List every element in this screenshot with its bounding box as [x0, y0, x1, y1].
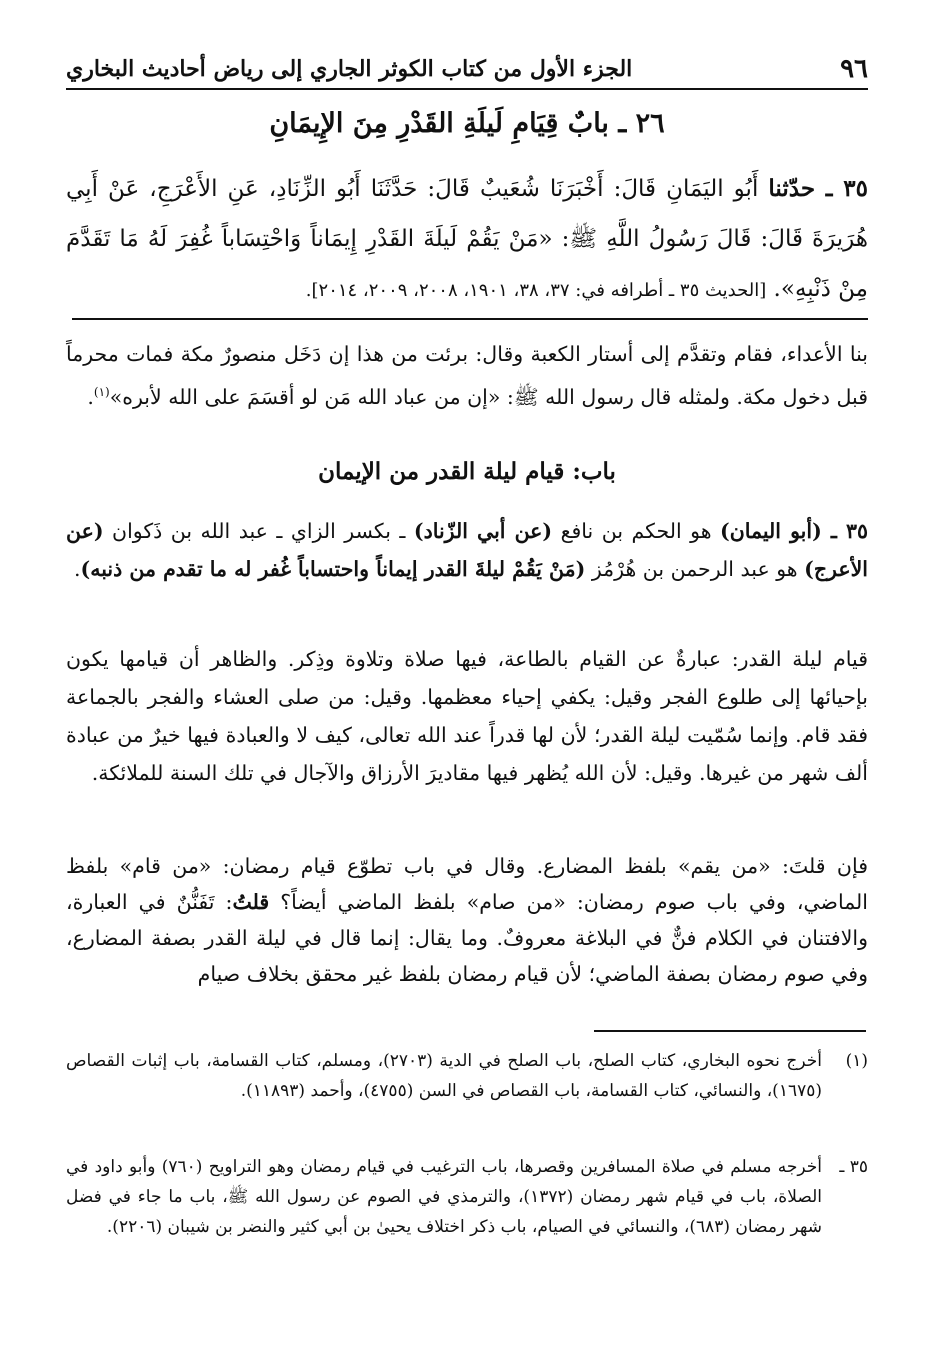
footnote-ref[interactable]: (١)	[93, 385, 110, 399]
page-header	[66, 48, 868, 90]
footnote-text: أخرجه مسلم في صلاة المسافرين وقصرها، باب الترغيب في قيام رمضان وهو التراويح (٧٦٠) وأبو داود في الصلاة، باب في قيام شهر رمضان (١٣٧٢)، والترمذي في الصوم عن رسول الله ﷺ، باب ما جاء في فضل شهر رمضان (٦٨٣)، والنسائي في الصيام، باب ذكر اختلاف يحيىٰ بن أبي كثير والنضر بن شيبان (٢٢٠٦).	[66, 1157, 822, 1237]
section-divider	[72, 318, 868, 320]
hadith-body: أَبُو اليَمَانِ قَالَ: أَخْبَرَنَا شُعَيبٌ قَالَ: حَدَّثَنَا أَبُو الزِّنَادِ، عَنِ الأَعْرَجِ، عَنْ أَبِي هُرَيرَةَ قَالَ: قَالَ رَسُولُ اللَّهِ ﷺ: «مَنْ يَقُمْ لَيلَةَ القَدْرِ إِيمَاناً وَاحْتِسَاباً غُفِرَ لَهُ مَا تَقَدَّمَ مِنْ ذَنْبِهِ».	[66, 176, 868, 302]
commentary-text: ـ بكسر الزاي ـ عبد الله بن ذَكوان	[103, 519, 414, 543]
commentary-bold: قلتُ	[232, 890, 270, 914]
commentary-heading: باب: قيام ليلة القدر من الإيمان	[318, 458, 616, 485]
commentary-text: هو الحكم بن نافع	[552, 519, 720, 543]
commentary-paragraph	[66, 848, 868, 992]
hadith-lead: ٣٥ ـ حدّثنا	[768, 175, 868, 202]
footnote	[66, 1046, 868, 1106]
running-title: الجزء الأول من كتاب الكوثر الجاري إلى رياض أحاديث البخاري	[66, 56, 633, 82]
hadith-reference: [الحديث ٣٥ ـ أطرافه في: ٣٧، ٣٨، ١٩٠١، ٢٠٠٨، ٢٠٠٩، ٢٠١٤].	[305, 280, 767, 301]
footnote-mark: (١)	[845, 1051, 868, 1071]
footnote-divider	[594, 1030, 866, 1032]
hadith-text	[66, 164, 868, 316]
commentary-text: بنا الأعداء، فقام وتقدَّم إلى أستار الكعبة وقال: برئت من هذا إن دَخَل منصورٌ مكة فمات محرماً قبل دخول مكة. ولمثله قال رسول الله ﷺ: «إن من عباد الله مَن لو أقسَمَ على الله لأبره»	[66, 342, 868, 409]
commentary-text: هو عبد الرحمن بن هُرْمُز	[585, 557, 805, 581]
footnote-mark: ٣٥ ـ	[839, 1157, 868, 1177]
commentary-text: : تَفَنُّنٌ في العبارة، والافتنان في الكلام فنٌّ في البلاغة معروفٌ. وما يقال: إنما قال في ليلة القدر بصفة المضارع، وفي صوم رمضان بصفة الماضي؛ لأن قيام رمضان بلفظ غير محقق بخلاف صيام	[66, 890, 868, 986]
commentary-text: فإن قلتَ: «من يقم» بلفظ المضارع. وقال في باب تطوّع قيام رمضان: «من قام» بلفظ الماضي، وفي باب صوم رمضان: «من صام» بلفظ الماضي أيضاً؟	[66, 854, 868, 914]
commentary-text: .	[87, 384, 94, 409]
commentary-bold: (عن الأعرج)	[66, 519, 868, 581]
commentary-bold: ٣٥ ـ (أبو اليمان)	[720, 519, 868, 543]
page-number: ٩٦	[840, 54, 868, 84]
commentary-bold: (عن أبي الزّناد)	[413, 519, 553, 543]
commentary-paragraph: قيام ليلة القدر: عبارةٌ عن القيام بالطاعة، فيها صلاة وتلاوة وذِكر. والظاهر أن قيامها يكون بإحيائها إلى طلوع الفجر وقيل: يكفي إحياء معظمها. وقيل: من صلى العشاء والفجر بالجماعة فقد قام. وإنما سُمّيت ليلة القدر؛ لأن لها قدراً عند الله تعالى، كيف لا والعبادة فيها خيرٌ من عبادة ألف شهر من غيرها. وقيل: لأن الله يُظهر فيها مقاديرَ الأرزاق والآجال في تلك السنة للملائكة.	[66, 647, 868, 785]
commentary-bold: (مَنْ يَقُمْ ليلةَ القدر إيماناً واحتساباً غُفر له ما تقدم من ذنبه)	[80, 557, 586, 581]
commentary-paragraph	[66, 512, 868, 588]
chapter-title: ٢٦ ـ بابٌ قِيَامِ لَيلَةِ القَدْرِ مِنَ الإِيمَانِ	[269, 108, 665, 139]
footnote-text: أخرج نحوه البخاري، كتاب الصلح، باب الصلح في الدية (٢٧٠٣)، ومسلم، كتاب القسامة، باب إثبات القصاص (١٦٧٥)، والنسائي، كتاب القسامة، باب القصاص في السن (٤٧٥٥)، وأحمد (١١٨٩٣).	[66, 1051, 822, 1101]
footnote	[66, 1152, 868, 1242]
commentary-paragraph	[66, 335, 868, 416]
commentary-text: .	[74, 557, 81, 581]
